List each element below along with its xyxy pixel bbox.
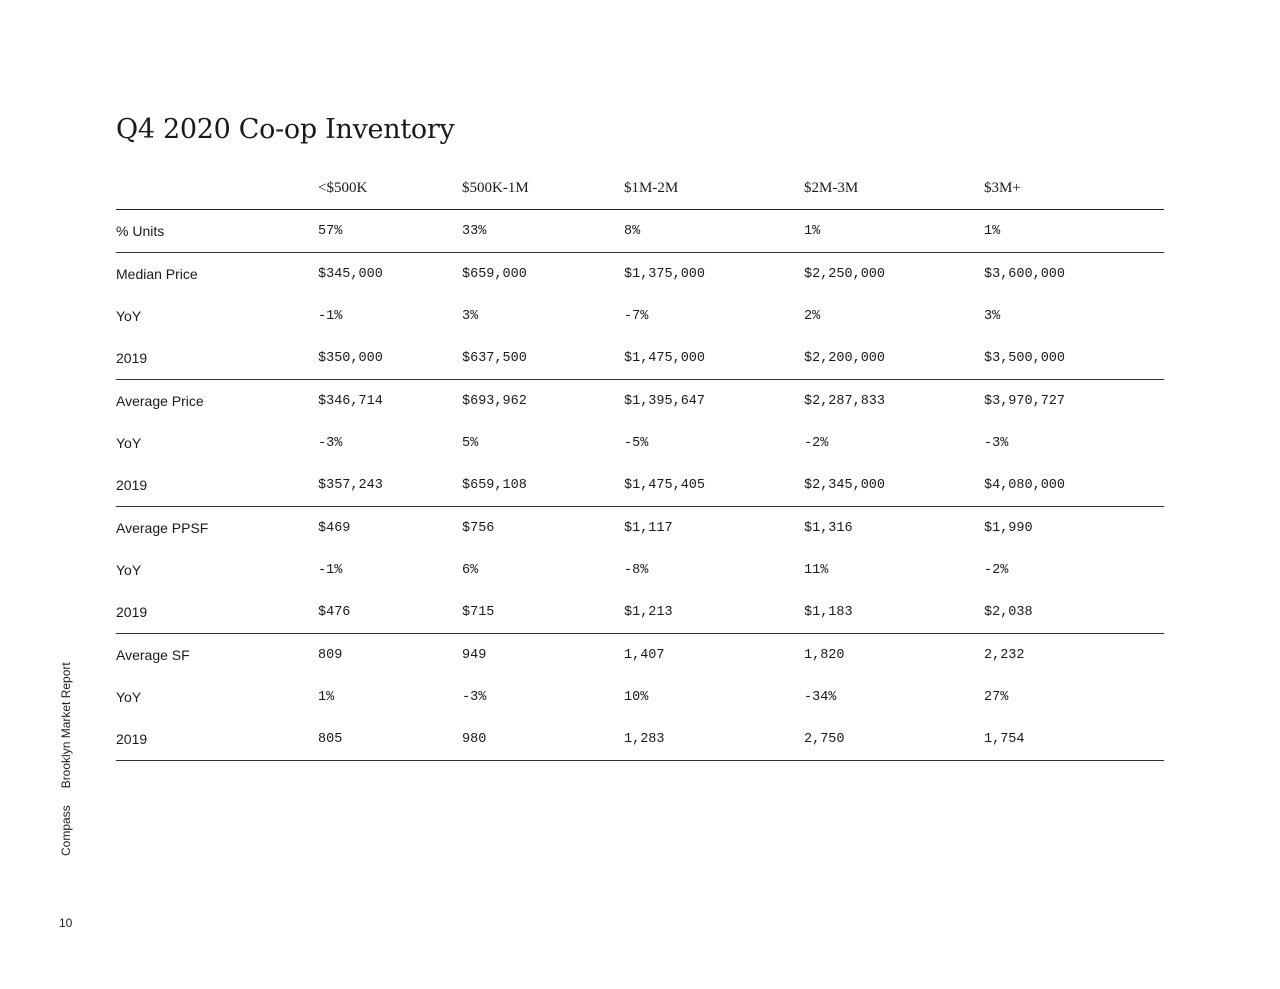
table-cell: 1,754 — [984, 718, 1164, 761]
table-cell: 57% — [318, 210, 462, 253]
table-cell: -3% — [318, 435, 343, 451]
column-header: $1M-2M — [624, 167, 804, 210]
table-row — [116, 253, 1164, 296]
table-row — [116, 210, 1164, 253]
table-cell: 1,407 — [624, 647, 665, 663]
table-cell: $1,990 — [984, 520, 1033, 536]
table-cell: $4,080,000 — [984, 464, 1164, 507]
row-label: YoY — [116, 689, 142, 705]
table-cell: -2% — [804, 435, 829, 451]
table-cell: $2,250,000 — [804, 266, 886, 282]
row-label: Average SF — [116, 647, 190, 663]
table-cell: $2,200,000 — [804, 337, 984, 380]
table-cell: $469 — [318, 520, 351, 536]
row-label: Average PPSF — [116, 520, 209, 536]
table-row — [116, 591, 1164, 634]
table-cell: $2,287,833 — [804, 393, 886, 409]
row-label: Median Price — [116, 266, 198, 282]
inventory-table — [116, 167, 1164, 761]
table-cell: -34% — [804, 689, 837, 705]
table-row — [116, 380, 1164, 423]
table-cell: 2% — [804, 308, 821, 324]
page-title: Q4 2020 Co-op Inventory — [116, 114, 455, 145]
table-cell: $1,117 — [624, 520, 673, 536]
table-cell: 8% — [624, 210, 804, 253]
row-label: Average Price — [116, 393, 204, 409]
table-cell: $345,000 — [318, 266, 383, 282]
report-name: Brooklyn Market Report — [59, 662, 73, 789]
table-cell: $659,108 — [462, 464, 624, 507]
table-row — [116, 295, 1164, 337]
table-cell: 809 — [318, 647, 343, 663]
table-cell: $659,000 — [462, 266, 527, 282]
table-cell: $3,970,727 — [984, 393, 1066, 409]
table-cell: 2,232 — [984, 647, 1025, 663]
table-cell: 1% — [804, 210, 984, 253]
table-header-row — [116, 167, 1164, 210]
table-cell: 805 — [318, 718, 462, 761]
table-cell: 5% — [462, 435, 479, 451]
table-cell: 980 — [462, 718, 624, 761]
table-cell: $3,500,000 — [984, 337, 1164, 380]
table-cell: 1,820 — [804, 647, 845, 663]
row-label: YoY — [116, 562, 142, 578]
row-label: 2019 — [116, 464, 318, 507]
table-cell: 2,750 — [804, 718, 984, 761]
table-cell: $1,475,405 — [624, 464, 804, 507]
table-cell: $357,243 — [318, 464, 462, 507]
table-cell: $1,316 — [804, 520, 853, 536]
table-cell: -1% — [318, 308, 343, 324]
table-cell: $3,600,000 — [984, 266, 1066, 282]
table-row — [116, 464, 1164, 507]
column-header: <$500K — [318, 167, 462, 210]
table-cell: -3% — [984, 435, 1009, 451]
table-cell: 33% — [462, 210, 624, 253]
table-cell: $1,375,000 — [624, 266, 706, 282]
table-row — [116, 634, 1164, 677]
table-cell: -2% — [984, 562, 1009, 578]
table-cell: 1,283 — [624, 718, 804, 761]
table-row — [116, 549, 1164, 591]
table-cell: $346,714 — [318, 393, 383, 409]
table-cell: $1,395,647 — [624, 393, 706, 409]
table-cell: 3% — [984, 308, 1001, 324]
table-cell: -3% — [462, 689, 487, 705]
table-row — [116, 718, 1164, 761]
table-cell: 3% — [462, 308, 479, 324]
row-label: YoY — [116, 435, 142, 451]
page-number: 10 — [59, 916, 73, 930]
column-header: $3M+ — [984, 167, 1164, 210]
table-cell: $715 — [462, 591, 624, 634]
row-label: 2019 — [116, 718, 318, 761]
table-cell: $756 — [462, 520, 495, 536]
row-label: 2019 — [116, 337, 318, 380]
table-cell: -7% — [624, 308, 649, 324]
table-cell: -8% — [624, 562, 649, 578]
table-cell: 27% — [984, 689, 1009, 705]
table-cell: $693,962 — [462, 393, 527, 409]
table-cell: $1,475,000 — [624, 337, 804, 380]
table-cell: 6% — [462, 562, 479, 578]
table-cell: -5% — [624, 435, 649, 451]
column-header-label — [116, 167, 318, 210]
table-cell: $2,345,000 — [804, 464, 984, 507]
row-label: YoY — [116, 308, 142, 324]
table-cell: 1% — [318, 689, 335, 705]
side-footer — [59, 662, 73, 856]
table-cell: 1% — [984, 210, 1164, 253]
table-cell: $350,000 — [318, 337, 462, 380]
table-cell: $476 — [318, 591, 462, 634]
table-cell: $2,038 — [984, 591, 1164, 634]
row-label: % Units — [116, 210, 318, 253]
column-header: $2M-3M — [804, 167, 984, 210]
table-cell: $637,500 — [462, 337, 624, 380]
table-cell: 11% — [804, 562, 829, 578]
table-cell: -1% — [318, 562, 343, 578]
table-row — [116, 676, 1164, 718]
brand-name: Compass — [59, 805, 73, 856]
column-header: $500K-1M — [462, 167, 624, 210]
table-row — [116, 422, 1164, 464]
table-body — [116, 210, 1164, 761]
row-label: 2019 — [116, 591, 318, 634]
table-row — [116, 337, 1164, 380]
table-cell: 10% — [624, 689, 649, 705]
table-row — [116, 507, 1164, 550]
table-cell: $1,183 — [804, 591, 984, 634]
table-cell: 949 — [462, 647, 487, 663]
table-cell: $1,213 — [624, 591, 804, 634]
